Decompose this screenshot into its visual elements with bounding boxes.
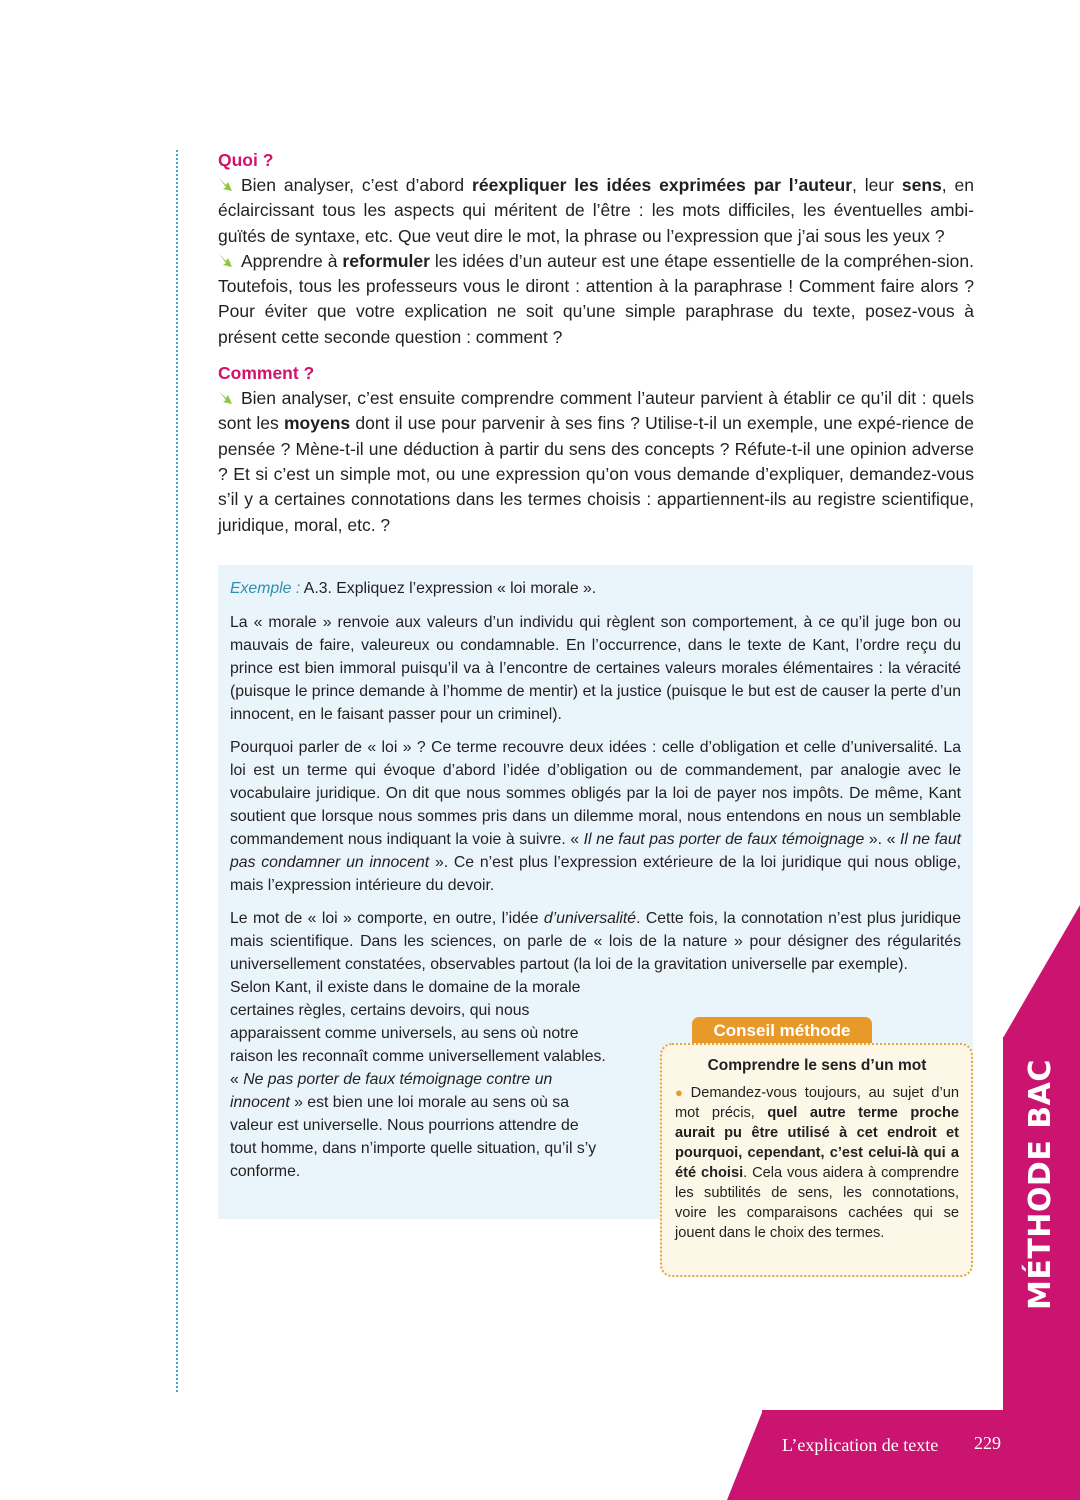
text-run: Ne pas porter de faux témoignage contre un innocent xyxy=(230,1071,553,1111)
example-paragraph-2 xyxy=(230,736,961,897)
heading-comment: Comment ? xyxy=(218,363,315,384)
conseil-title: Comprendre le sens d’un mot xyxy=(707,1057,927,1074)
text-run: ». Ce n’est plus l’expression extérieure de la loi juridique qui nous oblige, mais l’expression intérieure du devoir. xyxy=(230,854,961,894)
example-label: Exemple : xyxy=(230,580,301,597)
text-run: Pourquoi parler de « loi » ? Ce terme recouvre deux idées : celle d’obligation et celle d’universalité. La loi est un terme qui évoque d’abord l’idée d’obligation ou de commandement, par analogie avec le vocabulaire juridique. On dit que nous sommes obligés par la loi de payer nos impôts. De même, Kant soutient que lorsque nous sommes pris dans un dilemme moral, nous entendons en nous un semblable commandement nous indiquant la voie à suivre. « xyxy=(230,739,961,848)
quoi-paragraph-2-text xyxy=(218,251,974,347)
heading-quoi: Quoi ? xyxy=(218,150,274,170)
example-title xyxy=(230,577,961,600)
conseil-methode-box xyxy=(660,1043,973,1277)
margin-dotted-rule xyxy=(176,150,178,1392)
text-run: Il ne faut pas condamner un innocent xyxy=(230,831,961,871)
quoi-paragraph-1 xyxy=(218,173,974,249)
text-run: . Cette fois, la connotation n’est plus juridique mais scientifique. Dans les sciences, on parle de « lois de la nature » pour désigner des régularités universellement constatées, observables partout (la loi de la gravitation universelle par exemple). xyxy=(230,910,961,973)
footer-title: L’explication de texte xyxy=(782,1435,939,1455)
page-number: 229 xyxy=(974,1433,1001,1453)
arrow-icon xyxy=(218,177,235,192)
side-tab-label: MÉTHODE BAC xyxy=(1023,1059,1058,1310)
text-run: d’universalité xyxy=(543,910,637,927)
text-run: quel autre terme proche aurait pu être utilisé à cet endroit et pourquoi, cependant, c’est celui-là qui a été choisi xyxy=(675,1105,960,1181)
text-run: Apprendre à xyxy=(241,250,343,271)
quoi-paragraph-2 xyxy=(218,249,974,350)
bullet-icon: ● xyxy=(675,1085,687,1100)
text-run: réexpliquer les idées exprimées par l’auteur xyxy=(472,175,852,195)
example-question: A.3. Expliquez l’expression « loi morale ». xyxy=(303,580,597,597)
text-run: Selon Kant, il existe dans le domaine de la morale certaines règles, certains devoirs, qui nous apparaissent comme universels, au sens où notre raison les reconnaît comme universellement valables. « xyxy=(230,979,606,1088)
text-run: Bien analyser, c’est ensuite comprendre comment l’auteur parvient à établir ce qu’il dit : quels sont les xyxy=(218,388,974,434)
side-tab-triangle xyxy=(1003,905,1080,1038)
text-run: ». « xyxy=(864,831,901,848)
conseil-methode-tag: Conseil méthode xyxy=(692,1017,872,1045)
text-run: . Cela vous aidera à comprendre les subtilités de sens, les connotations, voire les comparaisons cachées qui se jouent dans le choix des termes. xyxy=(675,1165,959,1241)
text-run: Demandez-vous toujours, au sujet d’un mot précis, xyxy=(675,1085,960,1121)
arrow-icon xyxy=(218,390,235,405)
text-run: , en éclaircissant tous les aspects qui méritent de l’être : les mots difficiles, les éventuelles ambi-guïtés de syntaxe, etc. Que veut dire le mot, la phrase ou l’expression que j’ai sous les yeux ? xyxy=(218,175,974,246)
text-run: reformuler xyxy=(342,250,430,271)
conseil-text-body xyxy=(675,1085,959,1241)
text-run: Il ne faut pas porter de faux témoignage xyxy=(583,831,865,848)
main-text xyxy=(218,148,974,538)
quoi-paragraph-1-text xyxy=(218,175,974,246)
example-paragraph-4 xyxy=(230,976,607,1183)
arrow-icon xyxy=(218,253,235,268)
conseil-text xyxy=(675,1083,959,1243)
text-run: dont il use pour parvenir à ses fins ? Utilise-t-il un exemple, une expé-rience de pensée ? Mène-t-il une déduction à partir du sens des concepts ? Réfute-t-il une opinion adverse ? Et si c’est un simple mot, ou une expression qu’on vous demande d’expliquer, demandez-vous s’il y a certaines connotations dans les termes choisis : appartiennent-ils au registre scientifique, juridique, moral, etc. ? xyxy=(218,413,974,535)
comment-paragraph-1 xyxy=(218,386,974,538)
comment-paragraph-1-text xyxy=(218,388,974,534)
text-run: moyens xyxy=(284,413,351,434)
text-run: les idées d’un auteur est une étape essentielle de la compréhen-sion. Toutefois, tous les professeurs vous le diront : attention à la paraphrase ! Comment faire alors ? Pour éviter que votre explication ne soit qu’une simple paraphrase du texte, posez-vous à présent cette seconde question : comment ? xyxy=(218,250,974,347)
text-run: sens xyxy=(901,175,942,195)
example-paragraph-3 xyxy=(230,907,961,976)
footer-triangle xyxy=(727,1410,763,1500)
text-run: Bien analyser, c’est d’abord xyxy=(241,175,473,195)
text-run: Le mot de « loi » comporte, en outre, l’idée xyxy=(230,910,544,927)
text-run: , leur xyxy=(852,175,902,195)
text-run: » est bien une loi morale au sens où sa valeur est universelle. Nous pourrions attendre de tout homme, dans n’importe quelle situation, qu’il s’y conforme. xyxy=(230,1094,597,1180)
text-run: La « morale » renvoie aux valeurs d’un individu qui règlent son comportement, à ce qu’il juge bon ou mauvais de faire, valeureux ou condamnable. En l’occurrence, dans le texte de Kant, l’ordre reçu du prince est bien immoral puisqu’il va à l’encontre de certaines valeurs morales élémentaires : la véracité (puisque le prince demande à l’homme de mentir) et la justice (puisque le but est de causer la perte d’un innocent, en le faisant passer pour un criminel). xyxy=(230,614,961,723)
example-paragraph-1 xyxy=(230,611,961,726)
